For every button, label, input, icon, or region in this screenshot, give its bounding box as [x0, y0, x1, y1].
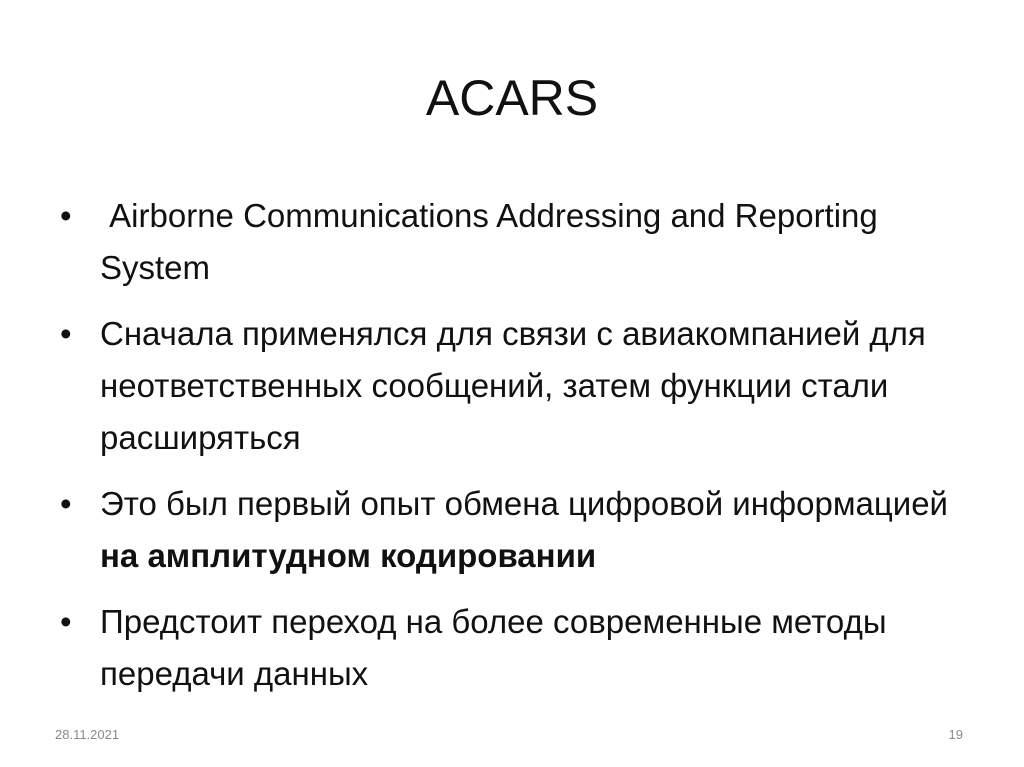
slide-title: ACARS [425, 70, 599, 126]
footer-page-number: 19 [948, 727, 963, 742]
bullet-list [60, 190, 980, 714]
bullet-text [100, 485, 957, 574]
bullet-text-regular: Это был первый опыт обмена цифровой информацией [100, 485, 958, 522]
bullet-text-bold: на амплитудном кодировании [100, 537, 597, 574]
bullet-item [60, 478, 980, 582]
bullet-text: Сначала применялся для связи с авиакомпанией для неответственных сообщений, затем функции стали расширяться [100, 315, 926, 456]
bullet-item [60, 308, 980, 464]
bullet-marker: • [60, 197, 72, 234]
bullet-marker: • [60, 315, 72, 352]
footer-date: 28.11.2021 [55, 727, 120, 742]
bullet-marker: • [60, 485, 72, 522]
bullet-item [60, 190, 980, 294]
bullet-text: Предстоит переход на более современные методы передачи данных [100, 603, 887, 692]
bullet-text: Airborne Communications Addressing and Reporting System [100, 197, 887, 286]
bullet-marker: • [60, 603, 72, 640]
bullet-item [60, 596, 980, 700]
